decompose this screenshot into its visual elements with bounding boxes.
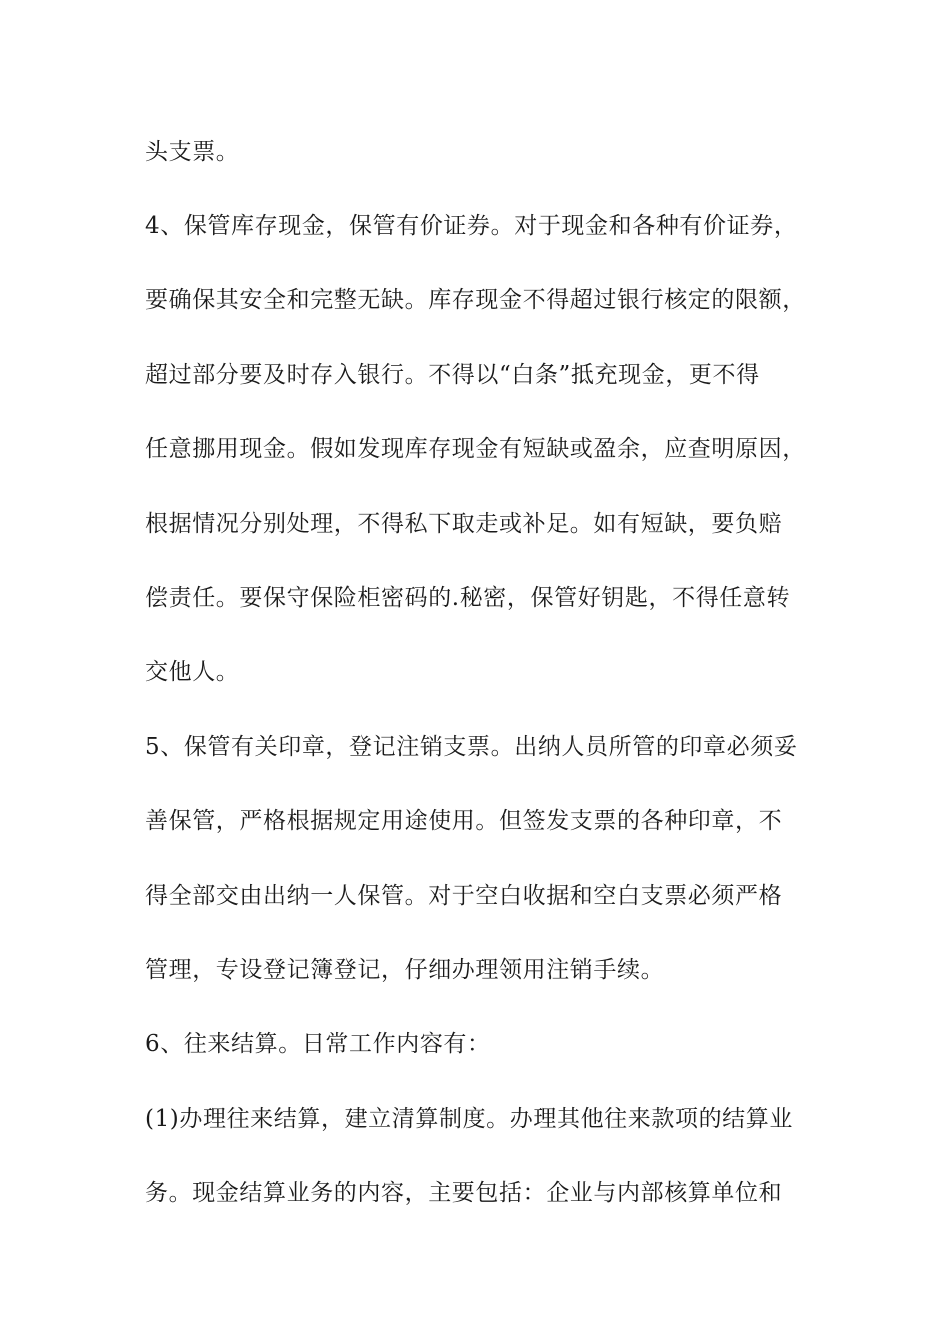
- text-line-6: 根据情况分别处理，不得私下取走或补足。如有短缺，要负赔: [145, 511, 783, 537]
- text-line-9: 5、保管有关印章，登记注销支票。出纳人员所管的印章必须妥: [145, 734, 798, 760]
- text-line-4: 超过部分要及时存入银行。不得以“白条”抵充现金，更不得: [145, 362, 760, 388]
- text-line-8: 交他人。: [145, 659, 240, 685]
- text-line-1: 头支票。: [145, 139, 240, 165]
- text-line-5: 任意挪用现金。假如发现库存现金有短缺或盈余，应查明原因，: [145, 436, 806, 462]
- text-line-15: 务。现金结算业务的内容，主要包括：企业与内部核算单位和: [145, 1180, 783, 1206]
- text-line-2: 4、保管库存现金，保管有价证券。对于现金和各种有价证券，: [145, 213, 798, 239]
- text-line-3: 要确保其安全和完整无缺。库存现金不得超过银行核定的限额，: [145, 287, 806, 313]
- text-line-10: 善保管，严格根据规定用途使用。但签发支票的各种印章，不: [145, 808, 783, 834]
- text-line-11: 得全部交由出纳一人保管。对于空白收据和空白支票必须严格: [145, 883, 783, 909]
- text-line-13: 6、往来结算。日常工作内容有：: [145, 1031, 491, 1057]
- text-line-12: 管理，专设登记簿登记，仔细办理领用注销手续。: [145, 957, 665, 983]
- text-line-14: (1)办理往来结算，建立清算制度。办理其他往来款项的结算业: [145, 1106, 793, 1132]
- text-line-7: 偿责任。要保守保险柜密码的.秘密，保管好钥匙，不得任意转: [145, 585, 791, 611]
